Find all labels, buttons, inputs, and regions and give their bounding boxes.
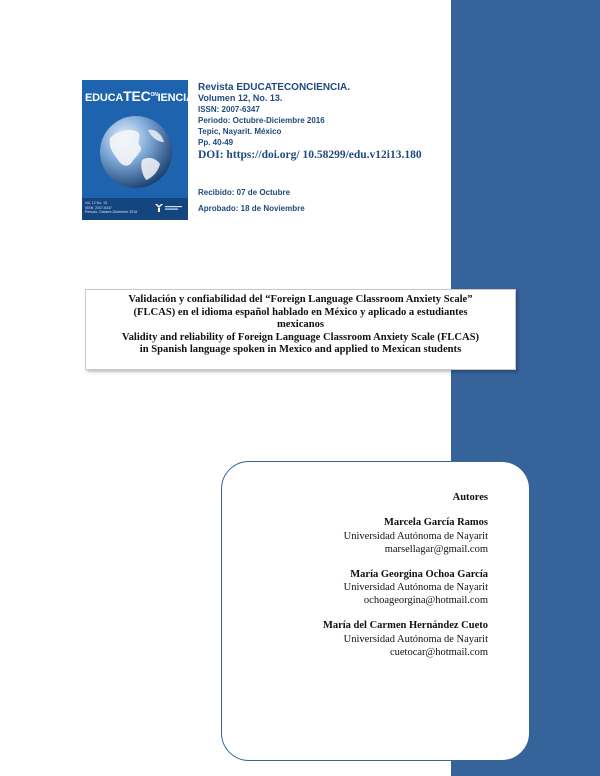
- title-es-line: (FLCAS) en el idioma español hablado en México y aplicado a estudiantes: [133, 306, 468, 318]
- cover-footer-line: Vol. 12 No. 13: [85, 201, 107, 205]
- cover-logo: [85, 88, 194, 104]
- university-logo-icon: [154, 203, 184, 213]
- title-en-line: in Spanish language spoken in Mexico and applied to Mexican students: [139, 344, 462, 356]
- journal-cover-image: [82, 80, 194, 220]
- title-es-line: mexicanos: [276, 319, 325, 331]
- authors-list: [323, 492, 488, 672]
- received-date: Recibido: 07 de Octubre: [198, 188, 291, 197]
- cover-logo-on: ON: [150, 92, 158, 98]
- article-title: [94, 294, 507, 357]
- cover-footer-text: [85, 201, 137, 215]
- globe-icon: [96, 112, 176, 192]
- cover-logo-text-3: C: [140, 88, 151, 104]
- submission-dates: [198, 185, 305, 216]
- cover-logo-text-2: TE: [123, 88, 141, 104]
- approved-date: Aprobado: 18 de Noviembre: [198, 203, 305, 213]
- cover-logo-text-4: IENCIA: [157, 92, 194, 104]
- cover-footer: [82, 198, 188, 220]
- title-es-line: Validación y confiabilidad del “Foreign Language Classroom Anxiety Scale”: [128, 294, 473, 305]
- author-name: María Georgina Ochoa García: [350, 568, 488, 580]
- journal-place: Tepic, Nayarit. México: [198, 127, 282, 136]
- journal-doi-link[interactable]: DOI: https://doi.org/ 10.58299/edu.v12i13.180: [198, 149, 422, 161]
- author-entry: [323, 620, 488, 659]
- author-affiliation: Universidad Autónoma de Nayarit: [343, 530, 488, 542]
- author-entry: [323, 569, 488, 608]
- journal-pages: Pp. 40-49: [198, 138, 234, 147]
- cover-footer-line: ISSN: 2007-6347: [85, 205, 112, 210]
- journal-name: Revista EDUCATECONCIENCIA.: [198, 82, 351, 93]
- author-affiliation: Universidad Autónoma de Nayarit: [343, 582, 488, 593]
- title-en-line: Validity and reliability of Foreign Language Classroom Anxiety Scale (FLCAS): [121, 331, 480, 343]
- author-affiliation: Universidad Autónoma de Nayarit: [343, 633, 488, 645]
- author-name: María del Carmen Hernández Cueto: [322, 620, 488, 631]
- author-email[interactable]: cuetocar@hotmail.com: [389, 646, 488, 658]
- authors-heading: Autores: [452, 492, 488, 503]
- author-email[interactable]: ochoageorgina@hotmail.com: [363, 595, 488, 606]
- cover-footer-line: Periodo: Octubre-Diciembre 2016: [85, 210, 138, 214]
- journal-period: Periodo: Octubre-Diciembre 2016: [198, 116, 325, 125]
- journal-issn: ISSN: 2007-6347: [198, 105, 260, 114]
- cover-logo-text-1: EDUCA: [85, 92, 124, 104]
- author-entry: [323, 517, 488, 556]
- author-email[interactable]: marsellagar@gmail.com: [384, 543, 488, 555]
- article-title-box: [85, 289, 516, 370]
- author-name: Marcela García Ramos: [383, 517, 488, 528]
- journal-info: [198, 82, 422, 162]
- journal-volume: Volumen 12, No. 13.: [198, 93, 283, 103]
- authors-box: [221, 461, 530, 761]
